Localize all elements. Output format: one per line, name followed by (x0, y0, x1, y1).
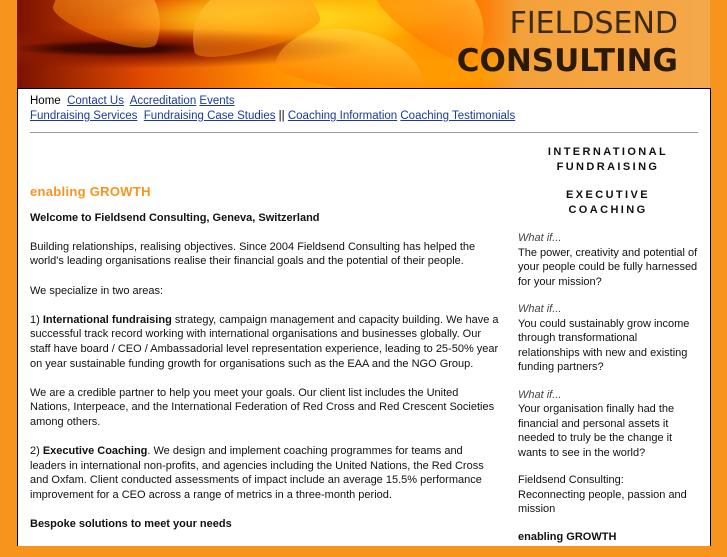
whatif-block (518, 231, 698, 289)
sidebar-heading-line: INTERNATIONAL (547, 146, 669, 158)
brand-name-line2: CONSULTING (456, 43, 678, 79)
whatif-block (518, 302, 698, 375)
whatif-label: What if... (518, 232, 562, 244)
sidebar-heading-fundraising (518, 145, 698, 174)
sidebar-tagline: enabling GROWTH (518, 530, 617, 543)
sidebar (518, 145, 698, 557)
main-column (30, 185, 500, 546)
header-banner (17, 0, 710, 88)
item2-text: . We design and implement coaching programmes for teams and leaders in international non-profits, and agencies including the United Nations, the Red Cross and Oxfam. Client conducted assessments of impact include an average 15.5% performance improvement for a CEO across a range of metrics in a three-month period. (30, 445, 484, 501)
nav-separator: || (278, 110, 285, 122)
nav-coaching-testimonials-link[interactable]: Coaching Testimonials (400, 110, 516, 122)
partner-paragraph: We are a credible partner to help you meet your goals. Our client list includes the United Nations, Interpeace, and the International Federation of Red Cross and Red Crescent Societies among others. (30, 386, 495, 428)
fundraising-paragraph (30, 313, 500, 371)
item1-prefix: 1) (30, 313, 43, 326)
whatif-question: You could sustainably grow income through transformational relationships with new and existing funding partners? (518, 317, 690, 373)
closing-block (518, 473, 698, 517)
areas-paragraph: We specialize in two areas: (30, 284, 164, 297)
whatif-question: The power, creativity and potential of your people could be fully harnessed for your mission? (518, 246, 698, 288)
whatif-question: Your organisation finally had the financial and personal assets it needed to truly be the change it wants to see in the world? (518, 403, 675, 459)
whatif-block (518, 388, 698, 461)
main-navigation (30, 94, 515, 124)
sidebar-heading-line: EXECUTIVE (566, 189, 650, 201)
flower-petal-image (48, 0, 175, 57)
sidebar-heading-line: COACHING (568, 203, 648, 216)
whatif-label: What if... (518, 303, 562, 315)
nav-accreditation-link[interactable]: Accreditation (129, 95, 197, 107)
closing-line2: Reconnecting people, passion and mission (518, 488, 687, 515)
item2-prefix: 2) (30, 445, 43, 458)
item2-title: Executive Coaching (42, 445, 148, 458)
nav-fundraising-case-studies-link[interactable]: Fundraising Case Studies (143, 110, 276, 122)
welcome-heading: Welcome to Fieldsend Consulting, Geneva, Switzerland (30, 211, 320, 224)
sidebar-heading-line: FUNDRAISING (556, 160, 660, 173)
item1-title: International fundraising (42, 313, 172, 326)
nav-events-link[interactable]: Events (199, 95, 235, 107)
closing-line1: Fieldsend Consulting: (518, 474, 624, 486)
nav-coaching-information-link[interactable]: Coaching Information (287, 110, 398, 122)
nav-home-link[interactable]: Home (30, 95, 61, 107)
content-panel (17, 88, 711, 546)
tagline: enabling GROWTH (30, 184, 151, 199)
brand-logo (456, 0, 710, 88)
coaching-paragraph (30, 444, 500, 502)
nav-divider (30, 132, 698, 133)
intro-paragraph: Building relationships, realising objectives. Since 2004 Fieldsend Consulting has helped the world's leading organisations realise their financial goals and the potential of their people. (30, 240, 476, 268)
nav-contact-link[interactable]: Contact Us (67, 95, 124, 107)
nav-fundraising-services-link[interactable]: Fundraising Services (30, 110, 138, 122)
sidebar-heading-coaching (518, 188, 698, 217)
brand-name-line1: FIELDSEND (509, 6, 678, 41)
bespoke-heading: Bespoke solutions to meet your needs (30, 518, 232, 531)
whatif-label: What if... (518, 388, 562, 401)
item1-text: strategy, campaign management and capacity building. We have a successful track record working with international organisations and businesses globally. Our staff have board / CEO / Ambassadorial level representation experience, leading to 25-50% year on year sustainable funding growth for organisations such as the EAA and the NGO Group. (30, 313, 499, 370)
